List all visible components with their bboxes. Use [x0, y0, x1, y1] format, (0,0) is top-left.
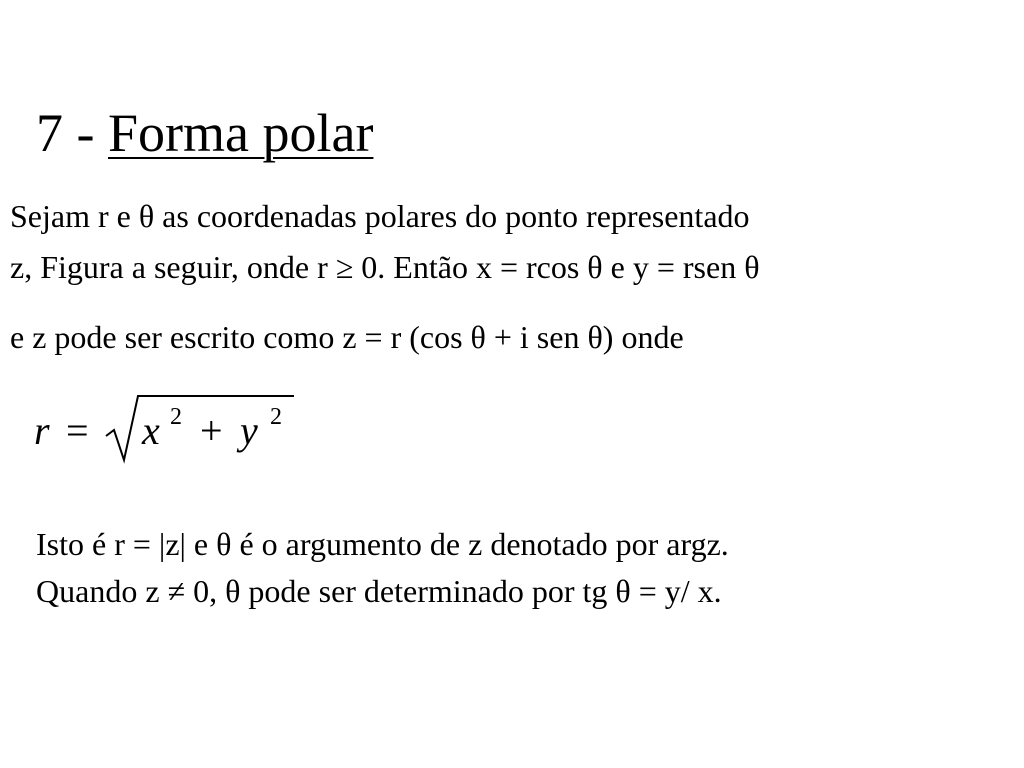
formula-x: x: [142, 408, 160, 453]
note-line-2: Quando z ≠ 0, θ pode ser determinado por tg θ = y/ x.: [36, 573, 722, 609]
title-text: Forma polar: [107, 103, 374, 163]
slide-title: [36, 104, 373, 163]
paragraph-line-1: Sejam r e θ as coordenadas polares do ponto representado: [10, 198, 750, 234]
paragraph-line-3: e z pode ser escrito como z = r (cos θ + i sen θ) onde: [10, 319, 684, 355]
formula-plus: +: [200, 408, 223, 453]
radius-formula: [30, 388, 320, 468]
formula-x-exponent: 2: [170, 404, 182, 430]
formula-y-exponent: 2: [270, 404, 282, 430]
paragraph-line-2: z, Figura a seguir, onde r ≥ 0. Então x = rcos θ e y = rsen θ: [10, 249, 760, 285]
note-line-1: Isto é r = |z| e θ é o argumento de z denotado por argz.: [36, 526, 729, 562]
formula-r: r: [34, 408, 50, 453]
title-number: 7 -: [36, 103, 108, 163]
formula-y: y: [240, 408, 258, 453]
formula-equals: =: [66, 408, 89, 453]
